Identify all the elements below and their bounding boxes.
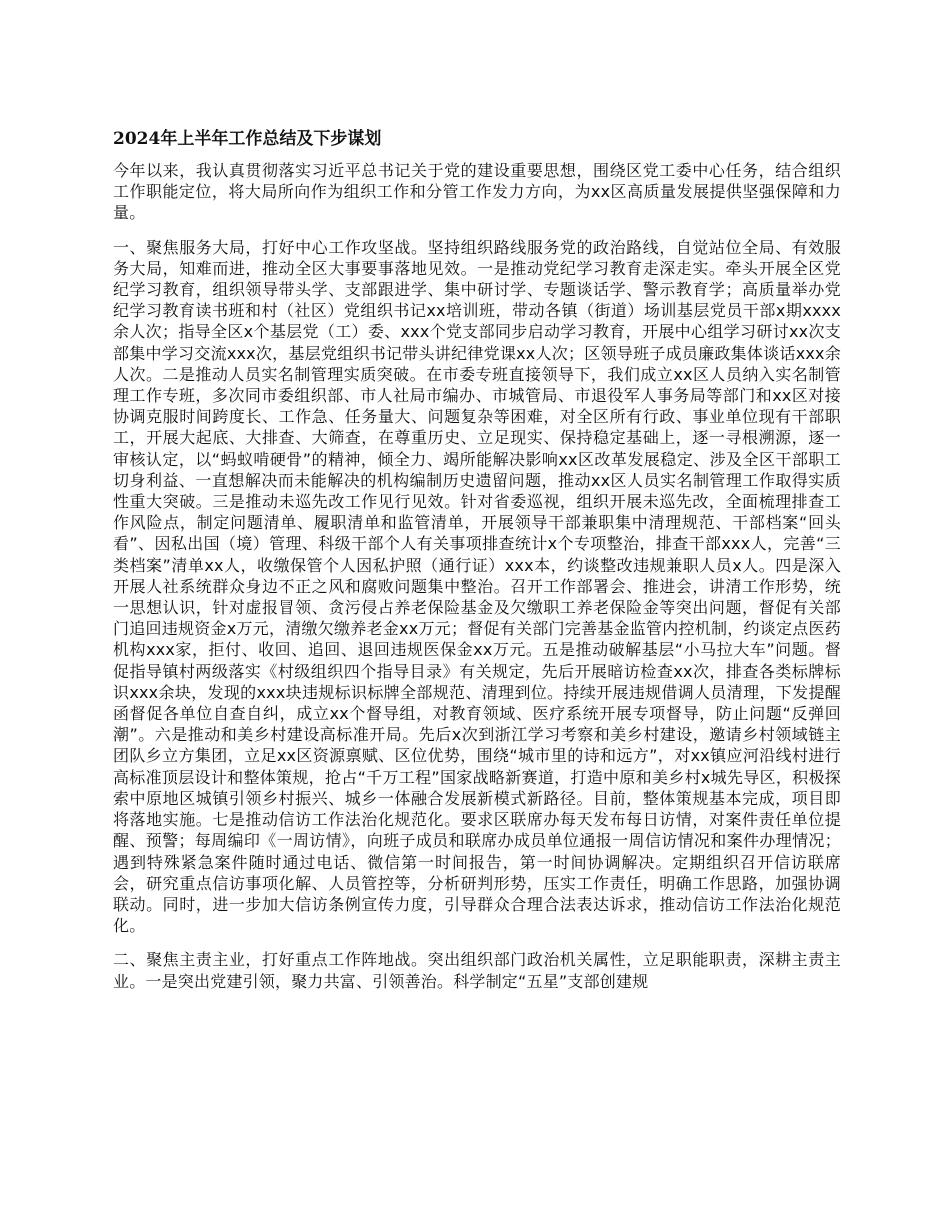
section-one-paragraph: 一、聚焦服务大局，打好中心工作攻坚战。坚持组织路线服务党的政治路线，自觉站位全局、有效服务大局，知难而进，推动全区大事要事落地见效。一是推动党纪学习教育走深走实。牵头开展全区党纪学习教育，组织领导带头学、支部跟进学、集中研讨学、专题谈话学、警示教育学；高质量举办党纪学习教育读书班和村（社区）党组织书记xx培训班，带动各镇（街道）场训基层党员干部x期xxxx余人次；指导全区x个基层党（工）委、xxx个党支部同步启动学习教育，开展中心组学习研讨xx次支部集中学习交流xxx次，基层党组织书记带头讲纪律党课xx人次；区领导班子成员廉政集体谈话xxx余人次。二是推动人员实名制管理实质突破。在市委专班直接领导下，我们成立xx区人员纳入实名制管理工作专班，多次同市委组织部、市人社局市编办、市城管局、市退役军人事务局等部门和xx区对接协调克服时间跨度长、工作急、任务量大、问题复杂等困难，对全区所有行政、事业单位现有干部职工，开展大起底、大排查、大筛查，在尊重历史、立足现实、保持稳定基础上，逐一寻根溯源，逐一审核认定，以“蚂蚁啃硬骨”的精神，倾全力、竭所能解决影响xx区改革发展稳定、涉及全区干部职工切身利益、一直想解决而未能解决的机构编制历史遗留问题，推动xx区人员实名制管理工作取得实质性重大突破。三是推动未巡先改工作见行见效。针对省委巡视，组织开展未巡先改，全面梳理排查工作风险点，制定问题清单、履职清单和监管清单，开展领导干部兼职集中清理规范、干部档案“回头看”、因私出国（境）管理、科级干部个人有关事项排查统计x个专项整治，排查干部xxx人，完善“三类档案”清单xx人，收缴保管个人因私护照（通行证）xxx本，约谈整改违规兼职人员x人。四是深入开展人社系统群众身边不正之风和腐败问题集中整治。召开工作部署会、推进会，讲清工作形势，统一思想认识，针对虚报冒领、贪污侵占养老保险基金及欠缴职工养老保险金等突出问题，督促有关部门追回违规资金x万元，清缴欠缴养老金xx万元；督促有关部门完善基金监管内控机制，约谈定点医药机构xxx家，拒付、收回、追回、退回违规医保金xx万元。五是推动破解基层“小马拉大车”问题。督促指导镇村两级落实《村级组织四个指导目录》有关规定，先后开展暗访检查xx次，排查各类标牌标识xxx余块，发现的xxx块违规标识标牌全部规范、清理到位。持续开展违规借调人员清理，下发提醒函督促各单位自查自纠，成立xx个督导组，对教育领域、医疗系统开展专项督导，防止问题“反弹回潮”。六是推动和美乡村建设高标准开局。先后x次到浙江学习考察和美乡村建设，邀请乡村领域链主团队乡立方集团，立足xx区资源禀赋、区位优势，围绕“城市里的诗和远方”，对xx镇应河沿线村进行高标准顶层设计和整体策规，抢占“千万工程”国家战略新赛道，打造中原和美乡村x城先导区，积极探索中原地区城镇引领乡村振兴、城乡一体融合发展新模式新路径。目前，整体策规基本完成，项目即将落地实施。七是推动信访工作法治化规范化。要求区联席办每天发布每日访情，对案件责任单位提醒、预警；每周编印《一周访情》，向班子成员和联席办成员单位通报一周信访情况和案件办理情况；遇到特殊紧急案件随时通过电话、微信第一时间报告，第一时间协调解决。定期组织召开信访联席会，研究重点信访事项化解、人员管控等，分析研判形势，压实工作责任，明确工作思路，加强协调联动。同时，进一步加大信访条例宣传力度，引导群众合理合法表达诉求，推动信访工作法治化规范化。 (113, 237, 841, 936)
intro-paragraph: 今年以来，我认真贯彻落实习近平总书记关于党的建设重要思想，围绕区党工委中心任务，结合组织工作职能定位，将大局所向作为组织工作和分管工作发力方向，为xx区高质量发展提供坚强保障和力量。 (113, 161, 841, 223)
document-title: 2024年上半年工作总结及下步谋划 (113, 129, 382, 149)
section-two-paragraph: 二、聚焦主责主业，打好重点工作阵地战。突出组织部门政治机关属性，立足职能职责，深耕主责主业。一是突出党建引领，聚力共富、引领善治。科学制定“五星”支部创建规 (113, 950, 841, 991)
document-body (113, 160, 841, 1005)
